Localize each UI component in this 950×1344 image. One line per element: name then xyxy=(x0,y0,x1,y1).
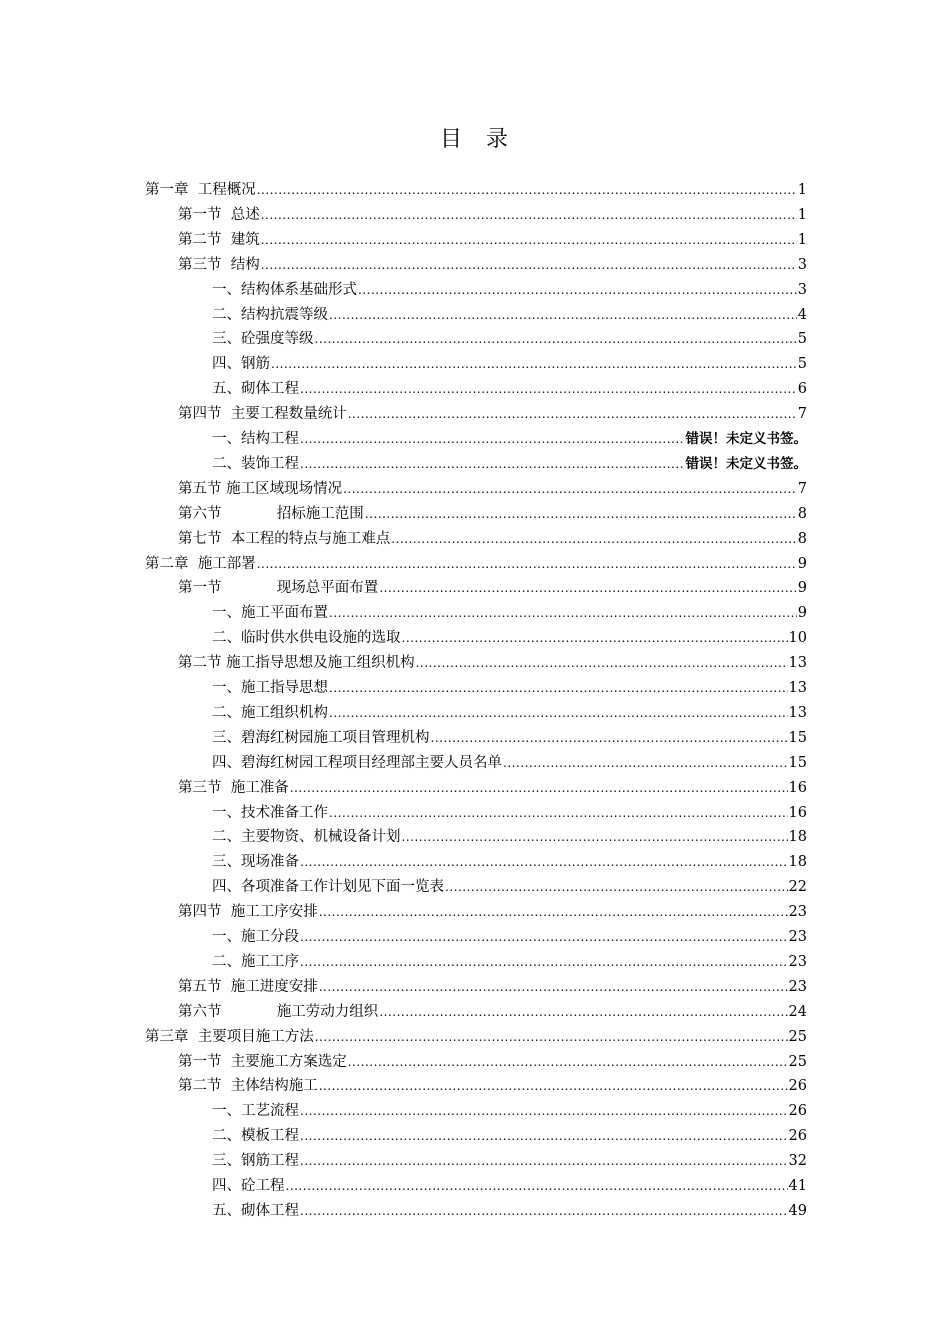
toc-entry[interactable] xyxy=(178,772,807,797)
toc-leader-dots xyxy=(358,281,797,299)
toc-entry[interactable] xyxy=(145,548,807,573)
toc-entry-page-number: 15 xyxy=(788,754,807,771)
toc-entry[interactable] xyxy=(212,697,807,722)
toc-entry-label: 第四节 主要工程数量统计 xyxy=(178,406,347,423)
toc-entry-label: 一、结构工程 xyxy=(212,431,299,447)
toc-entry[interactable] xyxy=(212,797,807,822)
toc-entry-label: 一、技术准备工作 xyxy=(212,804,328,821)
toc-entry[interactable] xyxy=(212,747,807,772)
toc-entry-page-number: 23 xyxy=(788,953,807,970)
toc-entry-page-number: 7 xyxy=(797,480,807,497)
toc-leader-dots xyxy=(300,430,685,448)
toc-entry-page-number: 4 xyxy=(797,306,807,323)
toc-entry-label: 一、施工指导思想 xyxy=(212,680,328,696)
toc-leader-dots xyxy=(300,853,788,871)
toc-leader-dots xyxy=(261,206,797,224)
toc-entry[interactable] xyxy=(145,1021,807,1046)
toc-leader-dots xyxy=(286,1177,788,1195)
toc-entry[interactable] xyxy=(145,174,807,199)
toc-entry-label: 四、碧海红树园工程项目经理部主要人员名单 xyxy=(212,754,502,771)
toc-entry[interactable] xyxy=(212,946,807,971)
toc-leader-dots xyxy=(319,903,788,921)
toc-entry[interactable] xyxy=(178,996,807,1021)
toc-entry-label: 三、砼强度等级 xyxy=(212,331,314,348)
toc-entry-page-number: 25 xyxy=(788,1053,807,1070)
toc-entry-page-number: 25 xyxy=(788,1028,807,1045)
toc-entry[interactable] xyxy=(212,323,807,348)
toc-entry[interactable] xyxy=(212,722,807,747)
toc-entry-page-number: 16 xyxy=(788,804,807,821)
toc-entry[interactable] xyxy=(212,821,807,846)
toc-entry[interactable] xyxy=(178,896,807,921)
toc-entry-label: 五、砌体工程 xyxy=(212,1202,299,1219)
toc-entry[interactable] xyxy=(212,1195,807,1220)
toc-entry-label: 第四节 施工工序安排 xyxy=(178,904,318,921)
toc-entry-label: 二、施工组织机构 xyxy=(212,704,328,721)
toc-leader-dots xyxy=(348,1053,788,1071)
toc-entry-page-number: 9 xyxy=(797,555,807,572)
toc-entry-label: 第三章 主要项目施工方法 xyxy=(145,1028,314,1045)
toc-leader-dots xyxy=(315,1028,788,1046)
toc-leader-dots xyxy=(348,405,797,423)
toc-entry-page-number: 6 xyxy=(797,381,807,398)
toc-entry-page-number: 23 xyxy=(788,904,807,921)
toc-leader-dots xyxy=(261,231,797,249)
toc-leader-dots xyxy=(329,306,797,324)
toc-entry-label: 第七节 本工程的特点与施工难点 xyxy=(178,530,391,547)
toc-entry-page-number: 26 xyxy=(788,1078,807,1095)
toc-entry[interactable] xyxy=(178,523,807,548)
toc-entry-page-number: 1 xyxy=(797,231,807,248)
toc-entry-page-number: 18 xyxy=(788,854,807,871)
toc-entry[interactable] xyxy=(212,622,807,647)
toc-leader-dots xyxy=(379,1003,787,1021)
title-part-1: 目 xyxy=(439,127,464,152)
toc-entry-page-number: 7 xyxy=(797,406,807,423)
toc-leader-dots xyxy=(271,355,797,373)
toc-entry-label: 二、主要物资、机械设备计划 xyxy=(212,829,401,846)
toc-entry-label: 第三节 施工准备 xyxy=(178,779,289,796)
toc-entry[interactable] xyxy=(212,348,807,373)
toc-leader-dots xyxy=(329,804,788,822)
toc-entry[interactable] xyxy=(178,398,807,423)
toc-leader-dots xyxy=(379,579,796,597)
toc-leader-dots xyxy=(445,878,788,896)
toc-entry-page-number: 23 xyxy=(788,978,807,995)
toc-leader-dots xyxy=(300,928,788,946)
toc-leader-dots xyxy=(261,256,797,274)
toc-entry-page-number: 13 xyxy=(788,704,807,721)
toc-entry-page-number: 5 xyxy=(797,356,807,373)
toc-entry-label: 第一章 工程概况 xyxy=(145,182,256,198)
title-part-2: 录 xyxy=(486,127,511,152)
toc-entry[interactable] xyxy=(178,224,807,249)
toc-leader-dots xyxy=(391,530,797,548)
toc-leader-dots xyxy=(343,480,797,498)
toc-entry[interactable] xyxy=(178,498,807,523)
toc-entry-label: 一、施工平面布置 xyxy=(212,605,328,622)
toc-entry-page-number: 8 xyxy=(797,505,807,522)
toc-leader-dots xyxy=(300,380,797,398)
toc-leader-dots xyxy=(290,779,788,797)
toc-entry-page-number: 24 xyxy=(788,1003,807,1020)
toc-entry-label: 第六节 施工劳动力组织 xyxy=(178,1003,379,1020)
toc-entry-page-number: 26 xyxy=(788,1103,807,1120)
toc-leader-dots xyxy=(319,978,788,996)
toc-entry-label: 四、钢筋 xyxy=(212,356,270,373)
toc-entry[interactable] xyxy=(212,1120,807,1145)
toc-leader-dots xyxy=(300,1102,788,1120)
toc-entry-label: 第二节 施工指导思想及施工组织机构 xyxy=(178,655,415,672)
toc-entry-label: 三、钢筋工程 xyxy=(212,1153,299,1170)
toc-entry-page-number: 23 xyxy=(788,929,807,945)
toc-entry-page-number: 26 xyxy=(788,1128,807,1145)
toc-entry[interactable] xyxy=(178,647,807,672)
toc-entry[interactable] xyxy=(212,423,807,448)
toc-entry-label: 二、结构抗震等级 xyxy=(212,306,328,323)
toc-entry-label: 第五节 施工进度安排 xyxy=(178,978,318,995)
toc-entry[interactable] xyxy=(178,971,807,996)
toc-entry[interactable] xyxy=(212,846,807,871)
toc-entry-label: 二、施工工序 xyxy=(212,953,299,970)
toc-leader-dots xyxy=(300,1152,788,1170)
toc-entry[interactable] xyxy=(212,373,807,398)
toc-entry-label: 一、工艺流程 xyxy=(212,1103,299,1120)
toc-entry-label: 第一节 主要施工方案选定 xyxy=(178,1053,347,1070)
toc-entry-page-number: 16 xyxy=(788,779,807,796)
toc-entry-label: 第三节 结构 xyxy=(178,256,260,273)
toc-leader-dots xyxy=(315,330,797,348)
toc-entry[interactable] xyxy=(212,597,807,622)
toc-entry-page-number: 49 xyxy=(788,1202,807,1219)
toc-entry-page-number: 3 xyxy=(797,256,807,273)
toc-entry-page-number: 13 xyxy=(788,680,807,696)
toc-entry-label: 二、临时供水供电设施的选取 xyxy=(212,630,401,647)
toc-entry[interactable] xyxy=(212,672,807,697)
toc-entry-label: 四、各项准备工作计划见下面一览表 xyxy=(212,879,444,896)
toc-entry-page-number: 8 xyxy=(797,530,807,547)
toc-leader-dots xyxy=(402,629,788,647)
toc-leader-dots xyxy=(365,505,797,523)
toc-entry-page-number: 9 xyxy=(797,580,807,597)
toc-entry[interactable] xyxy=(178,1070,807,1095)
toc-entry-label: 二、装饰工程 xyxy=(212,455,299,472)
toc-entry-page-number: 41 xyxy=(788,1178,807,1194)
toc-entry-page-number: 1 xyxy=(797,182,807,198)
toc-entry-label: 第一节 总述 xyxy=(178,206,260,223)
toc-leader-dots xyxy=(503,754,788,772)
toc-entry[interactable] xyxy=(212,1145,807,1170)
toc-entry-error-text: 错误！未定义书签。 xyxy=(685,431,807,447)
toc-leader-dots xyxy=(329,679,788,697)
toc-leader-dots xyxy=(431,729,788,747)
toc-entry-label: 第一节 现场总平面布置 xyxy=(178,580,379,597)
toc-leader-dots xyxy=(402,828,788,846)
toc-entry[interactable] xyxy=(178,249,807,274)
toc-leader-dots xyxy=(319,1077,788,1095)
toc-entry-label: 一、结构体系基础形式 xyxy=(212,281,357,298)
toc-entry[interactable] xyxy=(212,921,807,946)
toc-leader-dots xyxy=(257,181,797,199)
toc-leader-dots xyxy=(257,555,797,573)
toc-entry-page-number: 1 xyxy=(797,206,807,223)
toc-entry-label: 三、碧海红树园施工项目管理机构 xyxy=(212,729,430,746)
toc-entry-page-number: 15 xyxy=(788,729,807,746)
toc-entry[interactable] xyxy=(178,473,807,498)
toc-entry[interactable] xyxy=(178,572,807,597)
toc-entry-label: 第六节 招标施工范围 xyxy=(178,505,364,522)
toc-entry-page-number: 32 xyxy=(788,1153,807,1170)
toc-entry-page-number: 5 xyxy=(797,331,807,348)
toc-leader-dots xyxy=(300,455,685,473)
toc-entry-page-number: 3 xyxy=(797,281,807,298)
toc-entry[interactable] xyxy=(212,448,807,473)
toc-entry-label: 第二节 主体结构施工 xyxy=(178,1078,318,1095)
toc-entry-label: 第二节 建筑 xyxy=(178,231,260,248)
toc-entry-page-number: 18 xyxy=(788,829,807,846)
toc-leader-dots xyxy=(300,953,788,971)
toc-entry[interactable] xyxy=(212,1170,807,1195)
toc-entry[interactable] xyxy=(212,299,807,324)
toc-entry-label: 五、砌体工程 xyxy=(212,381,299,398)
toc-entry-page-number: 13 xyxy=(788,655,807,672)
toc-leader-dots xyxy=(300,1202,788,1220)
toc-entry-label: 第五节 施工区域现场情况 xyxy=(178,480,343,497)
toc-entry[interactable] xyxy=(178,1046,807,1071)
toc-entry-error-text: 错误！未定义书签。 xyxy=(685,455,807,472)
page-title xyxy=(0,122,950,153)
toc-leader-dots xyxy=(300,1127,788,1145)
toc-entry[interactable] xyxy=(212,1095,807,1120)
toc-entry[interactable] xyxy=(178,199,807,224)
toc-leader-dots xyxy=(329,604,797,622)
toc-leader-dots xyxy=(329,704,788,722)
toc-entry-label: 二、模板工程 xyxy=(212,1128,299,1145)
toc-entry-label: 三、现场准备 xyxy=(212,854,299,871)
toc-entry-page-number: 10 xyxy=(788,630,807,647)
toc-entry-page-number: 22 xyxy=(788,879,807,896)
toc-entry-label: 第二章 施工部署 xyxy=(145,555,256,572)
toc-entry[interactable] xyxy=(212,871,807,896)
toc-entry-label: 一、施工分段 xyxy=(212,929,299,945)
toc-entry[interactable] xyxy=(212,274,807,299)
toc-entry-page-number: 9 xyxy=(797,605,807,622)
toc-entry-label: 四、砼工程 xyxy=(212,1178,285,1194)
toc-leader-dots xyxy=(416,654,788,672)
